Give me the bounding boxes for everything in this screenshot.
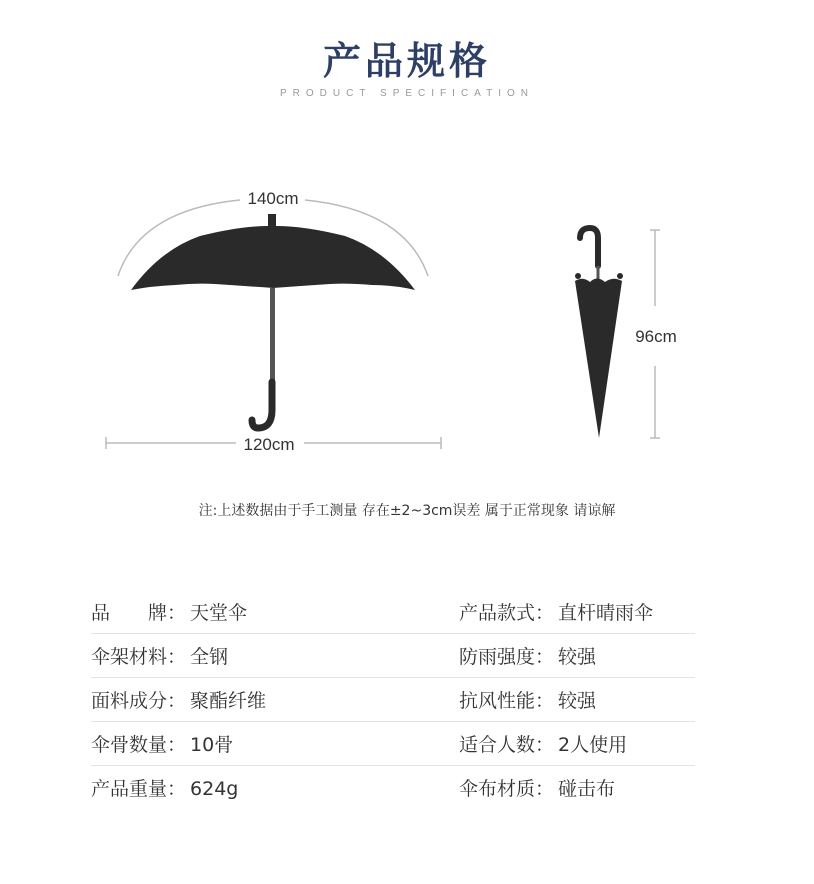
spec-rain-resistance bbox=[459, 642, 596, 669]
spec-row bbox=[91, 678, 695, 722]
umbrella-handle bbox=[252, 382, 272, 428]
spec-label: 防雨强度： bbox=[459, 646, 555, 668]
spec-row bbox=[91, 722, 695, 766]
page-subtitle: PRODUCT SPECIFICATION bbox=[280, 88, 534, 99]
open-width-label: 140cm bbox=[247, 189, 299, 208]
spec-row bbox=[91, 634, 695, 678]
spec-value: 624g bbox=[190, 778, 239, 800]
spec-label: 产品款式： bbox=[459, 602, 555, 624]
closed-umbrella-handle bbox=[580, 228, 598, 266]
spec-value: 较强 bbox=[558, 646, 597, 668]
spec-canopy-material bbox=[459, 774, 615, 801]
spec-label: 伞架材料： bbox=[91, 646, 187, 668]
spec-frame-material bbox=[91, 642, 228, 669]
spec-value: 碰击布 bbox=[558, 778, 616, 800]
spec-value: 2人使用 bbox=[558, 734, 628, 756]
spec-label: 面料成分： bbox=[91, 690, 187, 712]
spec-row bbox=[91, 766, 695, 809]
spec-row bbox=[91, 590, 695, 634]
spec-value: 聚酯纤维 bbox=[190, 690, 267, 712]
umbrella-shaft bbox=[270, 288, 275, 384]
measurement-note: 注:上述数据由于手工测量 存在±2~3cm误差 属于正常现象 请谅解 bbox=[198, 503, 616, 519]
spec-weight bbox=[91, 774, 238, 801]
spec-brand bbox=[91, 598, 247, 625]
open-span-label: 120cm bbox=[243, 435, 295, 454]
closed-canopy bbox=[575, 279, 622, 439]
spec-value: 10骨 bbox=[190, 734, 234, 756]
spec-rib-count bbox=[91, 730, 233, 757]
spec-table bbox=[91, 590, 695, 809]
spec-label: 抗风性能： bbox=[459, 690, 555, 712]
open-canopy bbox=[131, 214, 415, 290]
spec-label: 伞布材质： bbox=[459, 778, 555, 800]
spec-label: 产品重量： bbox=[91, 778, 187, 800]
spec-style bbox=[459, 598, 653, 625]
spec-wind-resistance bbox=[459, 686, 596, 713]
umbrella-dimension-diagram bbox=[0, 170, 814, 460]
closed-length-label: 96cm bbox=[635, 327, 677, 346]
spec-value: 全钢 bbox=[190, 646, 229, 668]
spec-label: 品 牌： bbox=[91, 602, 187, 624]
spec-label: 适合人数： bbox=[459, 734, 555, 756]
spec-value: 天堂伞 bbox=[190, 602, 248, 624]
spec-fabric bbox=[91, 686, 266, 713]
page-title: 产品规格 bbox=[322, 39, 491, 83]
spec-label: 伞骨数量： bbox=[91, 734, 187, 756]
spec-value: 直杆晴雨伞 bbox=[558, 602, 654, 624]
spec-capacity bbox=[459, 730, 627, 757]
spec-value: 较强 bbox=[558, 690, 597, 712]
